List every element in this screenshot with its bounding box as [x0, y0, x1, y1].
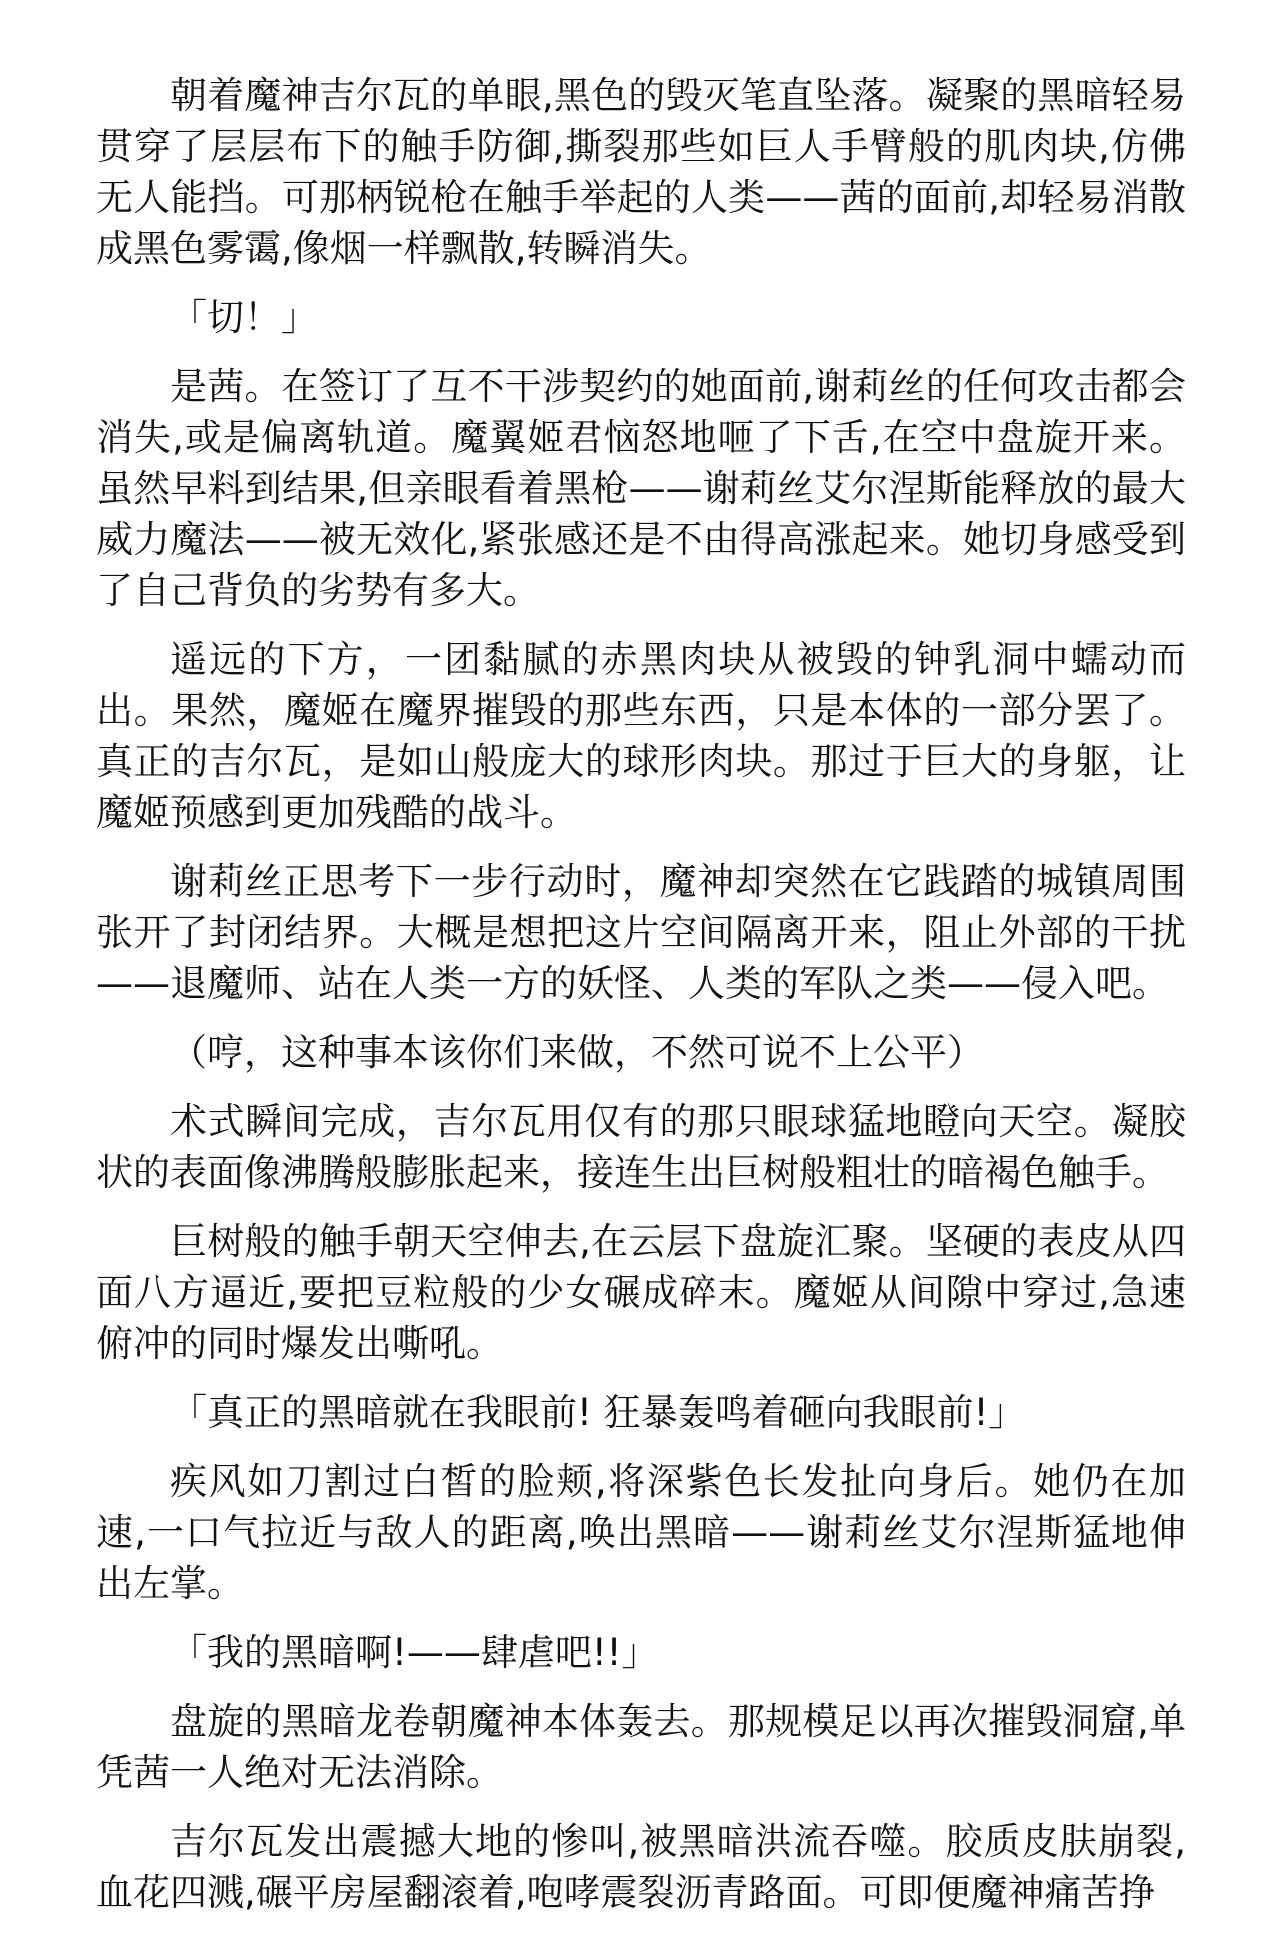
novel-page [96, 70, 1186, 1936]
paragraph-6: 巨树般的触手朝天空伸去,在云层下盘旋汇聚。坚硬的表皮从四面八方逼近,要把豆粒般的少女碾成碎末。魔姬从间隙中穿过,急速俯冲的同时爆发出嘶吼。 [96, 1220, 1186, 1365]
dialogue-2: （哼，这种事本该你们来做，不然可说不上公平） [170, 1031, 984, 1074]
dialogue-1: 「切！」 [170, 296, 318, 339]
paragraph-4: 谢莉丝正思考下一步行动时，魔神却突然在它践踏的城镇周围张开了封闭结界。大概是想把这片空间隔离开来，阻止外部的干扰——退魔师、站在人类一方的妖怪、人类的军队之类——侵入吧。 [96, 860, 1186, 1005]
paragraph-9: 吉尔瓦发出震撼大地的惨叫,被黑暗洪流吞噬。胶质皮肤崩裂,血花四溅,碾平房屋翻滚着,咆哮震裂沥青路面。可即便魔神痛苦挣 [96, 1820, 1186, 1914]
paragraph-3: 遥远的下方，一团黏腻的赤黑肉块从被毁的钟乳洞中蠕动而出。果然，魔姬在魔界摧毁的那些东西，只是本体的一部分罢了。真正的吉尔瓦，是如山般庞大的球形肉块。那过于巨大的身躯，让魔姬预感到更加残酷的战斗。 [96, 638, 1186, 834]
dialogue-4: 「我的黑暗啊!——肆虐吧!!」 [170, 1631, 659, 1674]
paragraph-7: 疾风如刀割过白皙的脸颊,将深紫色长发扯向身后。她仍在加速,一口气拉近与敌人的距离,唤出黑暗——谢莉丝艾尔涅斯猛地伸出左掌。 [96, 1460, 1186, 1605]
dialogue-3: 「真正的黑暗就在我眼前! 狂暴轰鸣着砸向我眼前!」 [170, 1391, 1026, 1434]
paragraph-1: 朝着魔神吉尔瓦的单眼,黑色的毁灭笔直坠落。凝聚的黑暗轻易贯穿了层层布下的触手防御,撕裂那些如巨人手臂般的肌肉块,仿佛无人能挡。可那柄锐枪在触手举起的人类——茜的面前,却轻易消散成黑色雾霭,像烟一样飘散,转瞬消失。 [96, 74, 1186, 270]
paragraph-2: 是茜。在签订了互不干涉契约的她面前,谢莉丝的任何攻击都会消失,或是偏离轨道。魔翼姬君恼怒地咂了下舌,在空中盘旋开来。虽然早料到结果,但亲眼看着黑枪——谢莉丝艾尔涅斯能释放的最大威力魔法——被无效化,紧张感还是不由得高涨起来。她切身感受到了自己背负的劣势有多大。 [96, 365, 1186, 612]
paragraph-5: 术式瞬间完成，吉尔瓦用仅有的那只眼球猛地瞪向天空。凝胶状的表面像沸腾般膨胀起来，接连生出巨树般粗壮的暗褐色触手。 [96, 1100, 1186, 1194]
paragraph-8: 盘旋的黑暗龙卷朝魔神本体轰去。那规模足以再次摧毁洞窟,单凭茜一人绝对无法消除。 [96, 1700, 1186, 1794]
